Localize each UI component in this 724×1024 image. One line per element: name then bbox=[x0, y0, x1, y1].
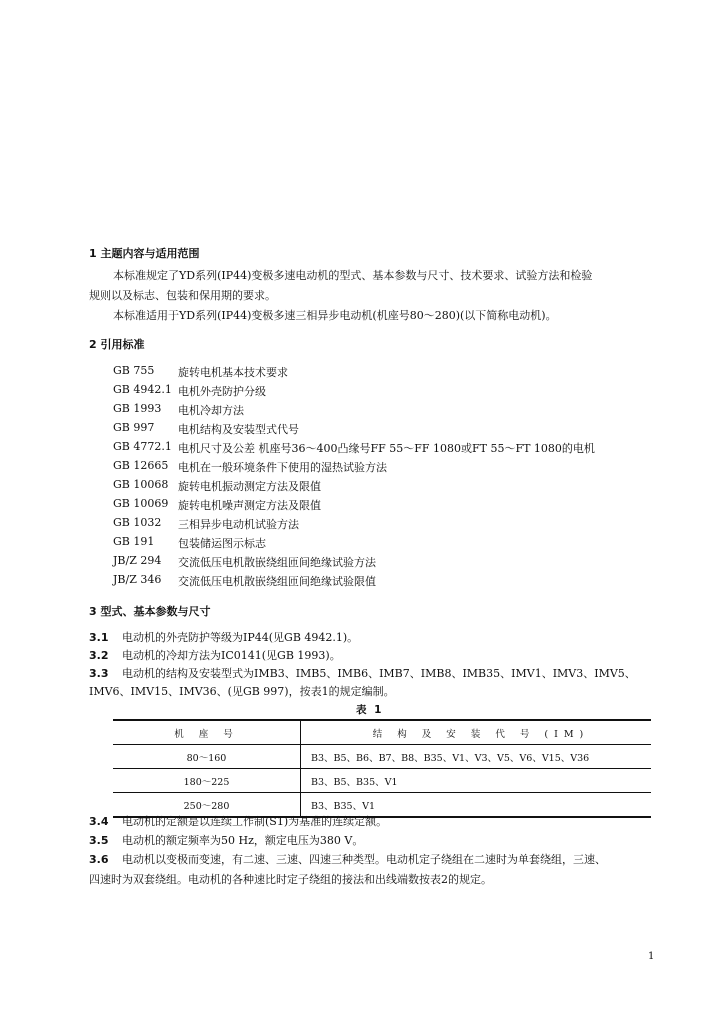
clause-text: 电动机的外壳防护等级为IP44(见GB 4942.1)。 bbox=[122, 631, 359, 644]
table-row bbox=[113, 745, 651, 769]
clause-3-5 bbox=[89, 831, 363, 850]
reference-item bbox=[0, 440, 724, 459]
reference-item bbox=[0, 535, 724, 554]
reference-item bbox=[0, 573, 724, 592]
section-1-heading: 1 主题内容与适用范围 bbox=[89, 247, 200, 260]
reference-title: 交流低压电机散嵌绕组匝间绝缘试验限值 bbox=[178, 575, 376, 588]
table-1-title: 表 1 bbox=[356, 704, 384, 716]
section-3-heading: 3 型式、基本参数与尺寸 bbox=[89, 605, 211, 618]
reference-code: GB 755 bbox=[113, 364, 155, 377]
reference-item bbox=[0, 554, 724, 573]
reference-code: GB 191 bbox=[113, 535, 155, 548]
clause-3-4 bbox=[89, 812, 387, 831]
reference-code: GB 4772.1 bbox=[113, 440, 172, 453]
reference-title: 旋转电机振动测定方法及限值 bbox=[178, 480, 321, 493]
reference-title: 旋转电机基本技术要求 bbox=[178, 366, 288, 379]
reference-title: 旋转电机噪声测定方法及限值 bbox=[178, 499, 321, 512]
reference-title: 交流低压电机散嵌绕组匝间绝缘试验方法 bbox=[178, 556, 376, 569]
clause-3-6-line2: 四速时为双套绕组。电动机的各种速比时定子绕组的接法和出线端数按表2的规定。 bbox=[89, 873, 492, 886]
clause-3-6 bbox=[89, 850, 606, 869]
reference-code: JB/Z 346 bbox=[113, 573, 162, 586]
reference-title: 三相异步电动机试验方法 bbox=[178, 518, 299, 531]
reference-code: GB 4942.1 bbox=[113, 383, 172, 396]
clause-text: 电动机的额定频率为50 Hz，额定电压为380 V。 bbox=[122, 834, 364, 847]
reference-item bbox=[0, 459, 724, 478]
table-cell: B3、B5、B6、B7、B8、B35、V1、V3、V5、V6、V15、V36 bbox=[301, 745, 652, 769]
reference-title: 电机冷却方法 bbox=[178, 404, 244, 417]
table-header-cell: 机 座 号 bbox=[113, 720, 301, 745]
table-cell: B3、B35、V1 bbox=[301, 793, 652, 818]
reference-item bbox=[0, 421, 724, 440]
clause-text-line1: 电动机以变极而变速，有二速、三速、四速三种类型。电动机定子绕组在二速时为单套绕组，三速、 bbox=[122, 853, 606, 866]
page-number: 1 bbox=[648, 951, 655, 962]
clause-text: 电动机的冷却方法为IC0141(见GB 1993)。 bbox=[122, 649, 341, 662]
reference-title: 电机在一般环境条件下使用的湿热试验方法 bbox=[178, 461, 387, 474]
reference-title: 电机结构及安装型式代号 bbox=[178, 423, 299, 436]
reference-code: GB 1993 bbox=[113, 402, 162, 415]
reference-code: GB 12665 bbox=[113, 459, 169, 472]
clause-number: 3.5 bbox=[89, 834, 109, 847]
reference-code: GB 1032 bbox=[113, 516, 162, 529]
reference-item bbox=[0, 516, 724, 535]
reference-code: JB/Z 294 bbox=[113, 554, 162, 567]
section-1-para1-line2: 规则以及标志、包装和保用期的要求。 bbox=[89, 289, 276, 302]
section-1-para1-line1: 本标准规定了YD系列(IP44)变极多速电动机的型式、基本参数与尺寸、技术要求、试验方法和检验 bbox=[113, 269, 593, 282]
table-header-row bbox=[113, 720, 651, 745]
clause-number: 3.4 bbox=[89, 815, 109, 828]
reference-item bbox=[0, 383, 724, 402]
table-row bbox=[113, 769, 651, 793]
table-cell: 180～225 bbox=[113, 769, 301, 793]
reference-title: 电机外壳防护分级 bbox=[178, 385, 266, 398]
clause-text: 电动机的定额是以连续工作制(S1)为基准的连续定额。 bbox=[122, 815, 388, 828]
table-cell: 250～280 bbox=[113, 793, 301, 818]
clause-number: 3.2 bbox=[89, 649, 109, 662]
clause-3-2 bbox=[89, 646, 341, 665]
table-1 bbox=[113, 719, 651, 818]
reference-code: GB 10068 bbox=[113, 478, 169, 491]
reference-item bbox=[0, 478, 724, 497]
table-cell: B3、B5、B35、V1 bbox=[301, 769, 652, 793]
reference-item bbox=[0, 402, 724, 421]
reference-title: 电机尺寸及公差 机座号36～400凸缘号FF 55～FF 1080或FT 55～FT 1080的电机 bbox=[178, 442, 595, 455]
clause-text-line1: 电动机的结构及安装型式为IMB3、IMB5、IMB6、IMB7、IMB8、IMB35、IMV1、IMV3、IMV5、 bbox=[122, 667, 636, 680]
clause-number: 3.6 bbox=[89, 853, 109, 866]
section-2-heading: 2 引用标准 bbox=[89, 338, 145, 351]
clause-3-3 bbox=[89, 664, 636, 683]
reference-item bbox=[0, 497, 724, 516]
table-cell: 80～160 bbox=[113, 745, 301, 769]
reference-code: GB 997 bbox=[113, 421, 155, 434]
clause-3-1 bbox=[89, 628, 358, 647]
clause-number: 3.1 bbox=[89, 631, 109, 644]
clause-number: 3.3 bbox=[89, 667, 109, 680]
clause-3-3-line2: IMV6、IMV15、IMV36、(见GB 997)，按表1的规定编制。 bbox=[89, 685, 395, 698]
reference-item bbox=[0, 364, 724, 383]
section-1-para2: 本标准适用于YD系列(IP44)变极多速三相异步电动机(机座号80～280)(以下简称电动机)。 bbox=[113, 309, 557, 322]
reference-code: GB 10069 bbox=[113, 497, 169, 510]
table-header-cell: 结 构 及 安 装 代 号 (IM) bbox=[301, 720, 652, 745]
reference-title: 包装储运图示标志 bbox=[178, 537, 266, 550]
